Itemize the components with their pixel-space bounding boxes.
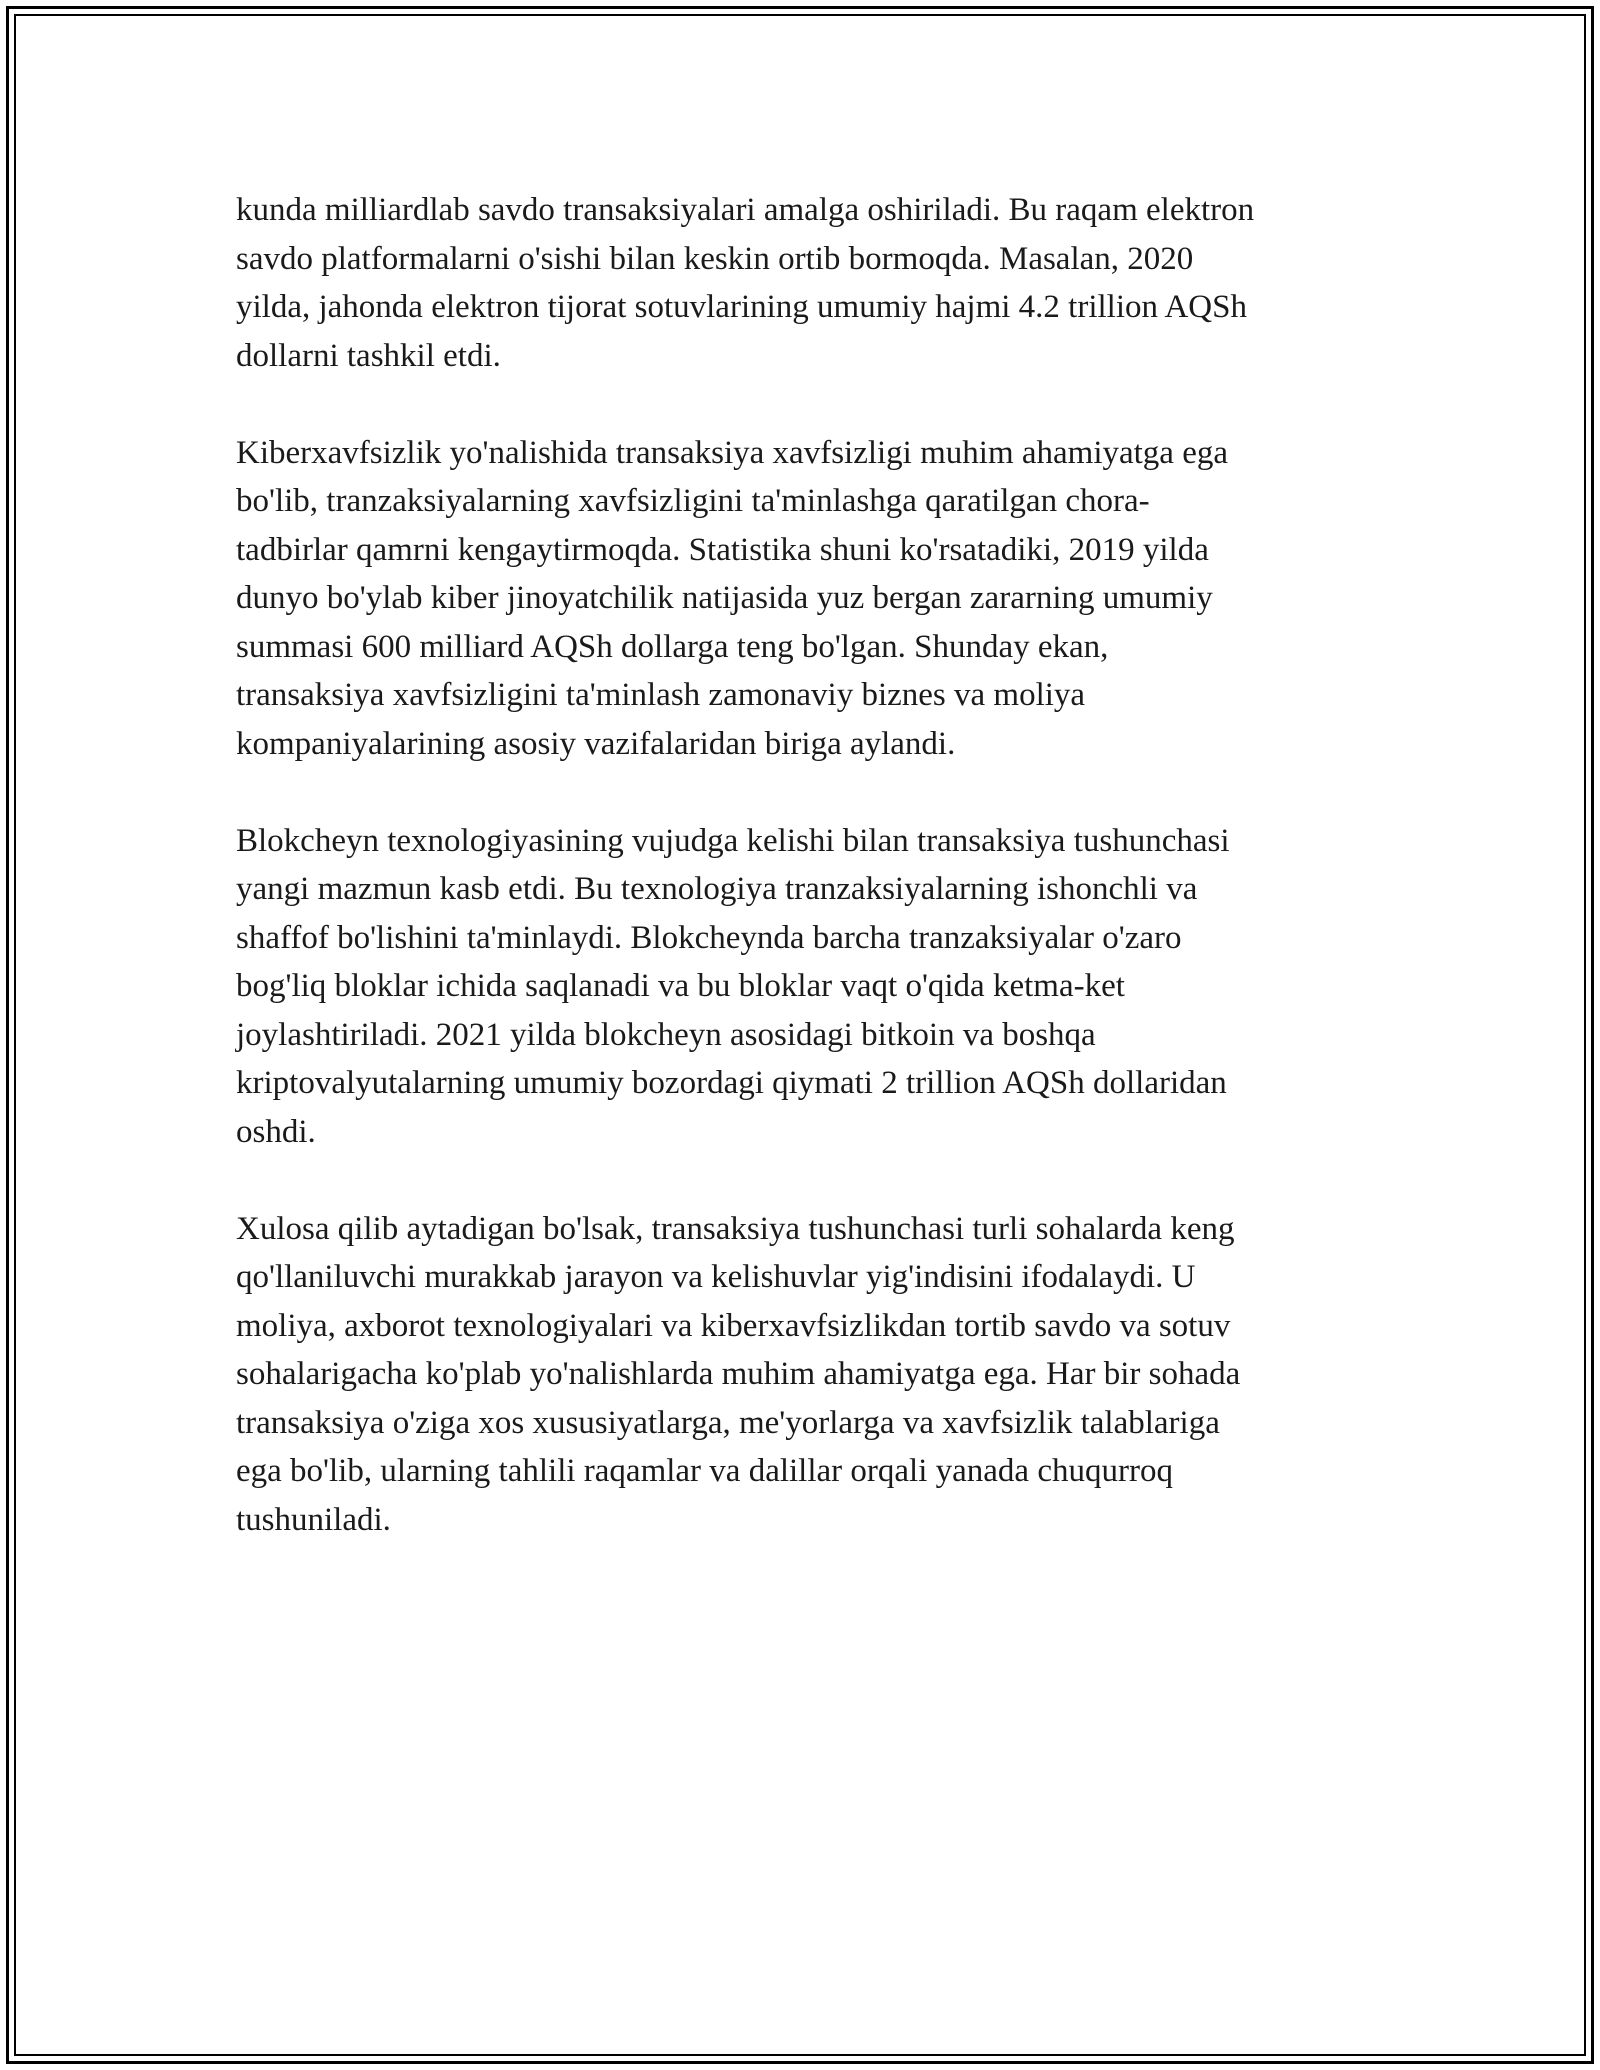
- page-body: [236, 186, 1376, 1593]
- paragraph-blockchain: Blokcheyn texnologiyasining vujudga kelishi bilan transaksiya tushunchasi yangi mazmun kasb etdi. Bu texnologiya tranzaksiyalarning ishonchli va shaffof bo'lishini ta'minlaydi. Blokcheynda barcha tranzaksiyalar o'zaro bog'liq bloklar ichida saqlanadi va bu bloklar vaqt o'qida ketma-ket joylashtiriladi. 2021 yilda blokcheyn asosidagi bitkoin va boshqa kriptovalyutalarning umumiy bozordagi qiymati 2 trillion AQSh dollaridan oshdi.: [236, 822, 1230, 1150]
- paragraph-ecommerce: kunda milliardlab savdo transaksiyalari amalga oshiriladi. Bu raqam elektron savdo platformalarni o'sishi bilan keskin ortib bormoqda. Masalan, 2020 yilda, jahonda elektron tijorat sotuvlarining umumiy hajmi 4.2 trillion AQSh dollarni tashkil etdi.: [236, 192, 1255, 374]
- paragraph-conclusion: Xulosa qilib aytadigan bo'lsak, transaksiya tushunchasi turli sohalarda keng qo'llaniluvchi murakkab jarayon va kelishuvlar yig'indisini ifodalaydi. U moliya, axborot texnologiyalari va kiberxavfsizlikdan tortib savdo va sotuv sohalarigacha ko'plab yo'nalishlarda muhim ahamiyatga ega. Har bir sohada transaksiya o'ziga xos xususiyatlarga, me'yorlarga va xavfsizlik talablariga ega bo'lib, ularning tahlili raqamlar va dalillar orqali yanada chuqurroq tushuniladi.: [236, 1210, 1241, 1538]
- paragraph-cybersecurity: Kiberxavfsizlik yo'nalishida transaksiya xavfsizligi muhim ahamiyatga ega bo'lib, tranzaksiyalarning xavfsizligini ta'minlashga qaratilgan chora- tadbirlar qamrni kengaytirmoqda. Statistika shuni ko'rsatadiki, 2019 yilda dunyo bo'ylab kiber jinoyatchilik natijasida yuz bergan zararning umumiy summasi 600 milliard AQSh dollarga teng bo'lgan. Shunday ekan, transaksiya xavfsizligini ta'minlash zamonaviy biznes va moliya kompaniyalarining asosiy vazifalaridan biriga aylandi.: [236, 434, 1228, 762]
